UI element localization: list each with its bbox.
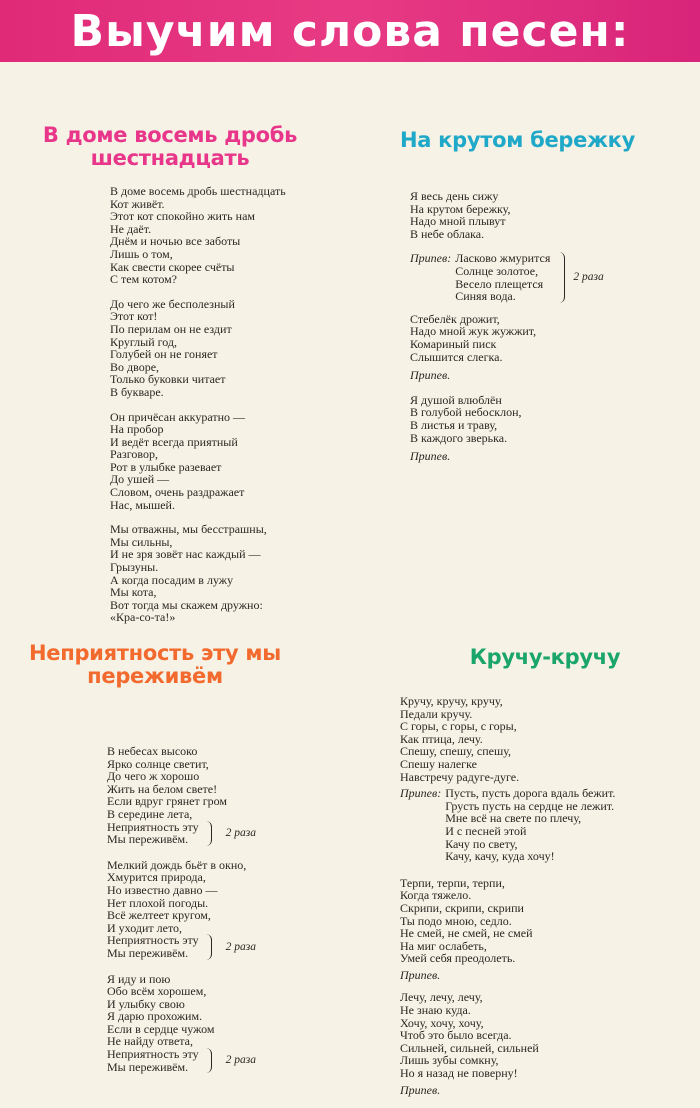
brace-mark (203, 1048, 212, 1073)
repeat-note: 2 раза (573, 271, 604, 284)
lyric-line: Мы переживём. (107, 945, 189, 960)
lyric-line: И ведёт всегда приятный (110, 434, 238, 449)
stanza (410, 394, 604, 444)
lyric-line: Мы переживём. (107, 832, 189, 847)
lyric-line: Навстречу радуге-дуге. (400, 769, 520, 784)
stanza (400, 877, 615, 965)
lyric-line: Мы отважны, мы бесстрашны, (110, 522, 267, 537)
song-title-nepriyatnost (0, 642, 310, 688)
lyric-line: Но известно давно — (107, 882, 218, 897)
lyric-line: Во дворе, (110, 359, 160, 374)
lyric-line: Лишь зубы сомкну, (400, 1053, 499, 1068)
song-title-v-dome (0, 124, 340, 170)
brace-mark (556, 252, 565, 302)
lyric-line: Грызуны. (110, 560, 159, 575)
lyric-line: Спешу, спешу, спешу, (400, 744, 512, 759)
song-lyrics-na-krutom (410, 190, 604, 475)
lyric-line: Я душой влюблён (410, 392, 502, 407)
lyric-line: Не найду ответа, (107, 1034, 193, 1049)
lyric-line: Спешу налегке (400, 756, 477, 771)
chorus-label: Припев: (410, 251, 452, 266)
lyric-line: Мы сильны, (110, 534, 173, 549)
lyric-line: Сильней, сильней, сильней (400, 1040, 539, 1055)
refrain-pair (107, 821, 256, 846)
lyric-line: На пробор (110, 422, 164, 437)
chorus-ref: Припев. (400, 1082, 441, 1097)
lyric-line: Солнце золотое, (455, 263, 539, 278)
lyric-line: В середине лета, (107, 806, 193, 821)
refrain-lines (107, 1048, 199, 1073)
stanza (410, 190, 604, 240)
refrain-lines (107, 934, 199, 959)
lyric-line: Я дарю прохожим. (107, 1009, 203, 1024)
lyric-line: Как свести скорее счёты (110, 259, 235, 274)
refrain-pair (107, 1048, 256, 1073)
lyric-line: На миг ослабеть, (400, 938, 487, 953)
lyric-line: Не смей, не смей, не смей (400, 926, 533, 941)
repeat-note: 2 раза (225, 826, 256, 839)
lyric-line: Этот кот спокойно жить нам (110, 209, 255, 224)
lyric-line: Если в сердце чужом (107, 1021, 215, 1036)
song-title-line: Неприятность эту мы (29, 641, 281, 665)
lyric-line: Мне всё на свете по плечу, (445, 811, 582, 826)
lyric-line: В голубой небосклон, (410, 405, 522, 420)
lyric-line: Как птица, лечу. (400, 731, 483, 746)
lyric-line: Вот тогда мы скажем дружно: (110, 597, 263, 612)
chorus-ref: Припев. (410, 449, 451, 464)
lyric-line: Умей себя преодолеть. (400, 951, 516, 966)
stanza (410, 313, 604, 363)
lyric-line: Жить на белом свете! (107, 781, 218, 796)
lyric-line: Хочу, хочу, хочу, (400, 1015, 484, 1030)
stanza (400, 991, 615, 1079)
stanza (107, 973, 256, 1074)
lyric-line: Неприятность эту (107, 933, 199, 948)
lyric-line: Скрипи, скрипи, скрипи (400, 900, 524, 915)
lyric-line: Но я назад не поверну! (400, 1066, 518, 1081)
chorus (410, 252, 604, 302)
lyric-line: Качу, качу, куда хочу! (445, 849, 555, 864)
lyric-line: Ярко солнце светит, (107, 756, 209, 771)
lyric-line: С горы, с горы, с горы, (400, 719, 517, 734)
lyric-line: И с песней этой (445, 823, 527, 838)
chorus-ref: Припев. (410, 368, 451, 383)
lyric-line: Кот живёт. (110, 196, 165, 211)
lyric-line: В доме восемь дробь шестнадцать (110, 184, 286, 198)
lyric-line: Рот в улыбке разевает (110, 459, 222, 474)
lyric-line: Ты подо мною, седло. (400, 913, 512, 928)
lyric-line: Когда тяжело. (400, 888, 472, 903)
lyric-line: И не зря зовёт нас каждый — (110, 547, 261, 562)
song-title-line: переживём (87, 664, 223, 688)
song-lyrics-v-dome (110, 185, 286, 636)
stanza (110, 523, 286, 624)
lyric-line: В листья и траву, (410, 417, 498, 432)
stanza (400, 695, 615, 783)
lyric-line: Педали кручу. (400, 706, 473, 721)
song-lyrics-kruchu (400, 695, 615, 1108)
lyric-line: С тем котом? (110, 272, 178, 287)
lyric-line: И улыбку свою (107, 996, 185, 1011)
lyric-line: Нет плохой погоды. (107, 895, 209, 910)
lyric-line: Лишь о том, (110, 246, 173, 261)
lyric-line: Только буковки читает (110, 372, 226, 387)
lyric-line: Этот кот! (110, 309, 158, 324)
lyric-line: И уходит лето, (107, 920, 183, 935)
lyric-line: Синяя вода. (455, 289, 516, 304)
lyric-line: Кручу, кручу, кручу, (400, 694, 503, 708)
lyric-line: Словом, очень раздражает (110, 485, 245, 500)
stanza (110, 185, 286, 286)
refrain-pair (107, 934, 256, 959)
lyric-line: До ушей — (110, 472, 170, 487)
lyric-line: Слышится слегка. (410, 349, 503, 364)
song-title-line: В доме восемь дробь (42, 123, 298, 147)
brace-mark (203, 934, 212, 959)
lyric-line: Лечу, лечу, лечу, (400, 990, 483, 1005)
lyric-line: Круглый год, (110, 334, 178, 349)
lyric-line: Чтоб это было всегда. (400, 1028, 512, 1043)
lyric-line: Качу по свету, (445, 836, 518, 851)
lyric-line: Неприятность эту (107, 1047, 199, 1062)
lyric-line: В небесах высоко (107, 744, 198, 758)
lyric-line: Стебелёк дрожит, (410, 311, 500, 326)
page-title: Выучим слова песен: (70, 5, 630, 57)
lyric-line: Нас, мышей. (110, 497, 175, 512)
lyric-line: Грусть пусть на сердце не лежит. (445, 798, 615, 813)
lyric-line: Всё желтеет кругом, (107, 908, 211, 923)
chorus-ref: Припев. (400, 967, 441, 982)
lyric-line: Не знаю куда. (400, 1003, 471, 1018)
stanza (110, 411, 286, 512)
chorus-lines (455, 252, 550, 302)
stanza (110, 298, 286, 399)
refrain-lines (107, 821, 199, 846)
repeat-note: 2 раза (225, 940, 256, 953)
lyric-line: До чего ж хорошо (107, 769, 200, 784)
lyric-line: Обо всём хорошем, (107, 984, 207, 999)
lyric-line: А когда посадим в лужу (110, 572, 234, 587)
lyric-line: Не даёт. (110, 221, 152, 236)
lyric-line: Надо мной жук жужжит, (410, 324, 537, 339)
lyric-line: Ласково жмурится (455, 251, 551, 266)
lyric-line: Голубей он не гоняет (110, 347, 218, 362)
repeat-note: 2 раза (225, 1054, 256, 1067)
lyric-line: Мы переживём. (107, 1059, 189, 1074)
chorus-lines (445, 787, 615, 863)
song-title-na-krutom: На крутом бережку (400, 128, 636, 152)
lyric-line: Весело плещется (455, 276, 544, 291)
lyric-line: Он причёсан аккуратно — (110, 409, 246, 424)
lyric-line: По перилам он не ездит (110, 321, 232, 336)
lyric-line: Хмурится природа, (107, 870, 206, 885)
lyric-line: Мы кота, (110, 585, 157, 600)
lyric-line: Пусть, пусть дорога вдаль бежит. (445, 786, 616, 801)
lyric-line: Неприятность эту (107, 819, 199, 834)
lyric-line: Мелкий дождь бьёт в окно, (107, 857, 247, 872)
lyric-line: В каждого зверька. (410, 430, 508, 445)
lyric-line: Днём и ночью все заботы (110, 234, 241, 249)
song-title-line: шестнадцать (90, 146, 250, 170)
lyric-line: Я весь день сижу (410, 189, 499, 203)
stanza (107, 859, 256, 960)
lyric-line: До чего же бесполезный (110, 296, 235, 311)
chorus-label: Припев: (400, 786, 442, 801)
stanza (107, 745, 256, 846)
lyric-line: Терпи, терпи, терпи, (400, 875, 505, 890)
lyric-line: Надо мной плывут (410, 214, 506, 229)
lyric-line: В небе облака. (410, 226, 485, 241)
chorus (400, 787, 615, 863)
song-title-kruchu: Кручу-кручу (469, 645, 621, 669)
lyric-line: Если вдруг грянет гром (107, 794, 228, 809)
lyric-line: На крутом бережку, (410, 201, 511, 216)
lyric-line: Разговор, (110, 447, 158, 462)
brace-mark (203, 821, 212, 846)
lyric-line: «Кра-со-та!» (110, 610, 176, 625)
song-lyrics-nepriyatnost (107, 745, 256, 1086)
lyric-line: Комариный писк (410, 336, 497, 351)
lyric-line: В букваре. (110, 384, 164, 399)
header-banner (0, 0, 700, 62)
lyric-line: Я иду и пою (107, 971, 171, 986)
